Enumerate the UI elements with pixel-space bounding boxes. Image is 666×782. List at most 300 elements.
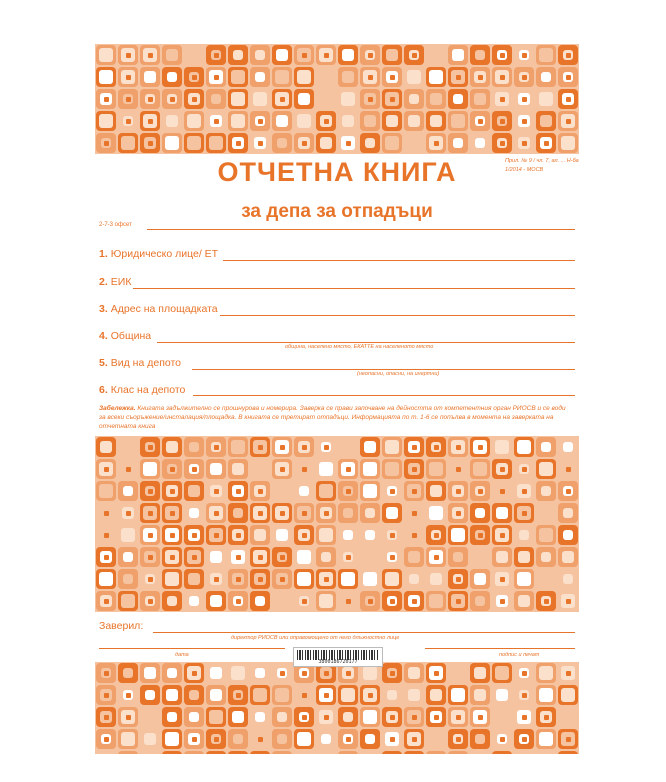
pattern-tile: [338, 751, 358, 754]
pattern-tile-dot: [434, 715, 439, 720]
regulation-reference: Прил. № 9 / чл. 7, ал. ... Н-ба 1/2014 - МОСВ: [505, 158, 579, 173]
pattern-tile-inner: [210, 463, 222, 475]
pattern-tile-dot: [236, 693, 241, 698]
field-municipality: 4. Община: [99, 330, 152, 342]
field-municipality-line[interactable]: [157, 342, 575, 343]
pattern-tile-inner: [100, 441, 112, 453]
pattern-tile-dot: [390, 75, 395, 80]
pattern-tile-dot: [390, 555, 395, 560]
pattern-tile-inner: [474, 93, 486, 105]
pattern-tile-dot: [456, 737, 461, 742]
pattern-tile-dot: [522, 119, 527, 124]
pattern-tile-dot: [214, 53, 219, 58]
pattern-tile-dot: [522, 511, 527, 516]
pattern-tile-dot: [302, 445, 307, 450]
pattern-tile-inner: [453, 668, 463, 678]
pattern-tile-dot: [390, 599, 395, 604]
pattern-tile-inner: [319, 70, 333, 84]
pattern-tile-inner: [319, 528, 333, 542]
pattern-tile-dot: [236, 533, 241, 538]
decorative-pattern-bottom: [95, 662, 579, 754]
pattern-tile-dot: [500, 577, 505, 582]
pattern-tile-dot: [478, 445, 483, 450]
pattern-tile-dot: [170, 489, 175, 494]
pattern-tile-inner: [430, 49, 442, 61]
pattern-tile-inner: [518, 551, 530, 563]
pattern-tile: [294, 751, 314, 754]
pattern-tile-inner: [364, 115, 376, 127]
pattern-tile-dot: [302, 671, 307, 676]
pattern-tile-inner: [166, 49, 178, 61]
pattern-tile-inner: [232, 463, 244, 475]
pattern-tile-dot: [258, 511, 263, 516]
field-legal-entity-line[interactable]: [223, 260, 575, 261]
pattern-tile-inner: [453, 138, 463, 148]
pattern-tile-inner: [233, 734, 243, 744]
pattern-tile-inner: [166, 441, 178, 453]
field-depot-type-line[interactable]: [192, 369, 575, 370]
pattern-tile-inner: [188, 485, 200, 497]
pattern-tile-inner: [166, 115, 178, 127]
pattern-tile-dot: [500, 737, 505, 742]
pattern-tile-dot: [434, 555, 439, 560]
pattern-tile-inner: [343, 712, 353, 722]
pattern-tile: [140, 751, 160, 754]
pattern-tile-dot: [170, 555, 175, 560]
pattern-tile-inner: [363, 550, 377, 564]
pattern-tile-inner: [275, 70, 289, 84]
pattern-tile-inner: [231, 114, 245, 128]
pattern-tile-inner: [562, 551, 574, 563]
pattern-tile-inner: [475, 138, 485, 148]
pattern-tile-inner: [386, 49, 398, 61]
pattern-tile-dot: [544, 141, 549, 146]
pattern-tile-dot: [368, 75, 373, 80]
pattern-tile-dot: [390, 671, 395, 676]
field-depot-class: 6. Клас на депото: [99, 384, 186, 396]
pattern-tile-inner: [254, 463, 266, 475]
pattern-tile: [514, 751, 534, 754]
pattern-tile-inner: [188, 49, 200, 61]
pattern-tile-dot: [104, 555, 109, 560]
pattern-tile-inner: [430, 689, 442, 701]
pattern-tile-dot: [302, 715, 307, 720]
pattern-tile-dot: [170, 511, 175, 516]
pattern-tile-dot: [500, 141, 505, 146]
pattern-tile-dot: [390, 97, 395, 102]
pattern-tile-inner: [123, 486, 133, 496]
pattern-tile-dot: [258, 445, 263, 450]
pattern-tile: [162, 751, 182, 754]
pattern-tile-inner: [408, 551, 420, 563]
pattern-tile: [448, 751, 468, 754]
pattern-tile-inner: [408, 667, 420, 679]
pattern-tile-inner: [165, 732, 179, 746]
pattern-tile-dot: [148, 97, 153, 102]
pattern-tile-dot: [104, 141, 109, 146]
print-code: 2-7-3 офсет: [99, 222, 132, 228]
pattern-tile-dot: [170, 533, 175, 538]
pattern-tile-inner: [385, 572, 399, 586]
pattern-tile-inner: [255, 72, 265, 82]
pattern-tile-dot: [126, 693, 131, 698]
pattern-tile-inner: [539, 666, 553, 680]
certified-by-hint: директор РИОСВ или оправомощено от него длъжностно лице: [231, 635, 400, 641]
book-cover: [95, 44, 579, 754]
pattern-tile: [96, 751, 116, 754]
pattern-tile-dot: [566, 489, 571, 494]
pattern-tile-inner: [276, 49, 288, 61]
pattern-tile-dot: [302, 511, 307, 516]
pattern-tile-inner: [563, 442, 573, 452]
pattern-tile-inner: [474, 667, 486, 679]
pattern-tile: [228, 751, 248, 754]
pattern-tile-inner: [277, 734, 287, 744]
pattern-tile-inner: [255, 668, 265, 678]
pattern-tile-dot: [346, 737, 351, 742]
pattern-tile-inner: [255, 50, 265, 60]
pattern-tile-dot: [148, 533, 153, 538]
pattern-tile-dot: [500, 489, 505, 494]
pattern-tile-dot: [148, 511, 153, 516]
pattern-tile-inner: [99, 572, 113, 586]
pattern-tile-dot: [456, 445, 461, 450]
pattern-tile-dot: [214, 119, 219, 124]
pattern-tile-dot: [302, 599, 307, 604]
field-depot-class-hint: (неопасни, опасни, на инертни): [357, 371, 440, 377]
pattern-tile-inner: [496, 507, 508, 519]
pattern-tile-dot: [566, 119, 571, 124]
pattern-tile-dot: [192, 671, 197, 676]
pattern-tile-inner: [539, 528, 553, 542]
pattern-tile-dot: [346, 467, 351, 472]
pattern-tile-dot: [500, 119, 505, 124]
pattern-tile: [250, 751, 270, 754]
pattern-tile-dot: [456, 467, 461, 472]
pattern-tile-dot: [566, 75, 571, 80]
signature-label: подпис и печат: [499, 652, 540, 658]
note-text: [99, 404, 573, 431]
pattern-tile: [360, 751, 380, 754]
pattern-tile-inner: [341, 92, 355, 106]
pattern-tile-dot: [104, 467, 109, 472]
pattern-tile-dot: [500, 599, 505, 604]
pattern-tile-inner: [321, 734, 331, 744]
pattern-tile-inner: [277, 138, 287, 148]
pattern-tile-inner: [519, 530, 529, 540]
pattern-tile-inner: [209, 710, 223, 724]
pattern-tile-dot: [566, 467, 571, 472]
pattern-tile-dot: [456, 75, 461, 80]
pattern-tile-inner: [277, 596, 287, 606]
pattern-tile-dot: [236, 599, 241, 604]
pattern-tile-dot: [280, 511, 285, 516]
pattern-tile-inner: [563, 574, 573, 584]
pattern-tile-dot: [456, 599, 461, 604]
pattern-tile-dot: [302, 533, 307, 538]
pattern-tile-dot: [522, 489, 527, 494]
pattern-tile-dot: [412, 511, 417, 516]
pattern-tile-dot: [346, 599, 351, 604]
pattern-tile-inner: [342, 115, 354, 127]
pattern-tile-inner: [210, 551, 222, 563]
pattern-tile-inner: [99, 70, 113, 84]
pattern-tile-inner: [407, 136, 421, 150]
pattern-tile-dot: [522, 467, 527, 472]
pattern-tile-inner: [430, 485, 442, 497]
pattern-tile-dot: [280, 97, 285, 102]
pattern-tile-inner: [121, 528, 135, 542]
barcode-number: 3800186720177: [318, 659, 358, 665]
pattern-tile-inner: [210, 689, 222, 701]
field-site-address: 3. Адрес на площадката: [99, 303, 218, 315]
pattern-tile-inner: [123, 442, 133, 452]
pattern-tile-dot: [500, 533, 505, 538]
field-legal-entity: 1. Юридическо лице/ ЕТ: [99, 248, 219, 260]
pattern-tile-dot: [170, 97, 175, 102]
pattern-tile-dot: [478, 533, 483, 538]
pattern-tile-dot: [412, 599, 417, 604]
pattern-tile-dot: [324, 671, 329, 676]
pattern-tile-inner: [167, 596, 177, 606]
pattern-tile-dot: [412, 737, 417, 742]
pattern-tile-dot: [522, 141, 527, 146]
pattern-tile-inner: [123, 574, 133, 584]
pattern-tile-dot: [258, 555, 263, 560]
pattern-tile-dot: [522, 715, 527, 720]
pattern-tile-inner: [275, 688, 289, 702]
field-eik-line[interactable]: [133, 288, 575, 289]
pattern-tile-inner: [561, 688, 575, 702]
pattern-tile-inner: [253, 92, 267, 106]
pattern-tile-dot: [368, 599, 373, 604]
pattern-tile-inner: [123, 552, 133, 562]
pattern-tile-inner: [385, 440, 399, 454]
pattern-tile: [426, 751, 446, 754]
pattern-tile-dot: [148, 555, 153, 560]
pattern-tile-dot: [148, 489, 153, 494]
pattern-tile-inner: [430, 573, 442, 585]
pattern-tile: [316, 751, 336, 754]
pattern-tile-dot: [544, 599, 549, 604]
pattern-tile-dot: [258, 577, 263, 582]
pattern-tile-inner: [320, 137, 332, 149]
pattern-tile-dot: [192, 467, 197, 472]
pattern-tile-inner: [99, 114, 113, 128]
pattern-tile-dot: [302, 693, 307, 698]
pattern-tile-dot: [566, 671, 571, 676]
pattern-tile-inner: [297, 114, 311, 128]
pattern-tile-dot: [214, 577, 219, 582]
pattern-tile-inner: [431, 734, 441, 744]
pattern-tile-dot: [236, 555, 241, 560]
pattern-tile-inner: [363, 666, 377, 680]
pattern-tile-inner: [210, 595, 222, 607]
pattern-tile-inner: [319, 484, 333, 498]
pattern-tile-dot: [126, 53, 131, 58]
pattern-tile-inner: [452, 49, 464, 61]
pattern-tile-inner: [343, 508, 353, 518]
pattern-tile-dot: [280, 555, 285, 560]
pattern-tile-inner: [363, 462, 377, 476]
pattern-tile-inner: [541, 486, 551, 496]
pattern-tile-inner: [167, 712, 177, 722]
field-site-address-line[interactable]: [220, 315, 575, 316]
pattern-tile-inner: [276, 529, 288, 541]
decorative-pattern-top: [95, 44, 579, 154]
pattern-tile-inner: [143, 462, 157, 476]
pattern-tile-dot: [390, 533, 395, 538]
pattern-tile-inner: [541, 508, 551, 518]
pattern-tile-dot: [126, 511, 131, 516]
pattern-tile-dot: [214, 511, 219, 516]
pattern-tile-inner: [365, 138, 375, 148]
pattern-tile-dot: [192, 737, 197, 742]
pattern-tile-inner: [145, 690, 155, 700]
pattern-tile-inner: [299, 486, 309, 496]
pattern-tile-inner: [121, 594, 135, 608]
pattern-tile-dot: [412, 445, 417, 450]
certified-by-line[interactable]: [153, 632, 575, 633]
pattern-tile-inner: [145, 712, 155, 722]
pattern-tile-inner: [408, 689, 420, 701]
pattern-tile-inner: [297, 572, 311, 586]
pattern-tile-inner: [189, 508, 199, 518]
pattern-tile-inner: [364, 441, 376, 453]
pattern-tile-inner: [429, 70, 443, 84]
pattern-tile-inner: [255, 596, 265, 606]
pattern-tile-dot: [434, 141, 439, 146]
pattern-tile-inner: [453, 552, 463, 562]
pattern-tile-dot: [478, 715, 483, 720]
pattern-tile-dot: [104, 737, 109, 742]
pattern-tile-inner: [495, 710, 509, 724]
pattern-tile-dot: [214, 489, 219, 494]
pattern-tile-inner: [341, 572, 355, 586]
pattern-tile-dot: [346, 489, 351, 494]
date-line[interactable]: [99, 648, 285, 649]
pattern-tile-inner: [473, 462, 487, 476]
pattern-tile-inner: [297, 732, 311, 746]
pattern-tile-inner: [255, 712, 265, 722]
pattern-tile-inner: [473, 550, 487, 564]
pattern-tile-dot: [148, 119, 153, 124]
pattern-tile-inner: [189, 690, 199, 700]
pattern-tile-dot: [236, 489, 241, 494]
pattern-tile-inner: [231, 666, 245, 680]
pattern-tile-dot: [104, 715, 109, 720]
pattern-tile-inner: [167, 72, 177, 82]
pattern-tile-dot: [434, 533, 439, 538]
pattern-tile-dot: [214, 445, 219, 450]
pattern-tile-inner: [541, 72, 551, 82]
pattern-tile-inner: [231, 92, 245, 106]
pattern-tile-inner: [365, 530, 375, 540]
pattern-tile-dot: [302, 141, 307, 146]
pattern-tile-inner: [409, 94, 419, 104]
pattern-tile-inner: [297, 550, 311, 564]
pattern-tile-inner: [187, 114, 201, 128]
pattern-tile-inner: [539, 462, 553, 476]
pattern-tile-dot: [456, 715, 461, 720]
pattern-tile-dot: [478, 119, 483, 124]
pattern-tile-inner: [563, 530, 573, 540]
pattern-tile-dot: [192, 533, 197, 538]
pattern-tile-inner: [540, 115, 552, 127]
pattern-tile-dot: [126, 715, 131, 720]
pattern-tile-dot: [258, 119, 263, 124]
pattern-tile-dot: [126, 119, 131, 124]
pattern-tile-inner: [386, 115, 398, 127]
pattern-tile-inner: [232, 711, 244, 723]
field-depot-class-line[interactable]: [193, 395, 575, 396]
pattern-tile-dot: [258, 141, 263, 146]
pattern-tile-dot: [566, 97, 571, 102]
pattern-tile-dot: [258, 489, 263, 494]
pattern-tile-inner: [561, 710, 575, 724]
pattern-tile-inner: [365, 508, 375, 518]
pattern-tile-inner: [385, 462, 399, 476]
pattern-tile-dot: [104, 671, 109, 676]
pattern-tile-dot: [368, 53, 373, 58]
pattern-tile-inner: [253, 688, 267, 702]
pattern-tile-dot: [434, 671, 439, 676]
pattern-tile-dot: [456, 577, 461, 582]
pattern-tile-dot: [500, 75, 505, 80]
pattern-tile: [382, 751, 402, 754]
pattern-tile-inner: [474, 573, 486, 585]
pattern-tile-dot: [192, 97, 197, 102]
signature-line[interactable]: [425, 648, 575, 649]
pattern-tile-inner: [276, 485, 288, 497]
pattern-tile-inner: [189, 712, 199, 722]
decorative-pattern-middle: [95, 436, 579, 612]
pattern-tile-dot: [412, 467, 417, 472]
pattern-tile-dot: [104, 599, 109, 604]
pattern-tile-inner: [453, 94, 463, 104]
pattern-tile-inner: [209, 136, 223, 150]
pattern-tile-inner: [385, 136, 399, 150]
pattern-tile-inner: [363, 572, 377, 586]
field-depot-type: 5. Вид на депото: [99, 357, 182, 369]
pattern-tile-dot: [368, 693, 373, 698]
pattern-tile-inner: [342, 441, 354, 453]
pattern-tile-inner: [254, 529, 266, 541]
pattern-tile-inner: [429, 462, 443, 476]
pattern-tile-inner: [430, 93, 442, 105]
pattern-tile-dot: [434, 445, 439, 450]
pattern-tile: [470, 751, 490, 754]
pattern-tile-dot: [456, 511, 461, 516]
pattern-tile-dot: [522, 737, 527, 742]
pattern-tile: [558, 751, 578, 754]
pattern-tile-inner: [429, 594, 443, 608]
pattern-tile-dot: [148, 141, 153, 146]
pattern-tile-dot: [126, 97, 131, 102]
pattern-tile-dot: [280, 577, 285, 582]
pattern-tile-inner: [495, 666, 509, 680]
print-code-line: [147, 229, 575, 230]
pattern-tile-dot: [456, 489, 461, 494]
pattern-tile-dot: [104, 97, 109, 102]
pattern-tile-dot: [522, 75, 527, 80]
pattern-tile-dot: [126, 75, 131, 80]
page-title: ОТЧЕТНА КНИГА: [217, 157, 457, 187]
pattern-tile-inner: [276, 115, 288, 127]
pattern-tile-inner: [517, 440, 531, 454]
pattern-tile-inner: [408, 115, 420, 127]
page-subtitle: за депа за отпадъци: [241, 201, 433, 222]
